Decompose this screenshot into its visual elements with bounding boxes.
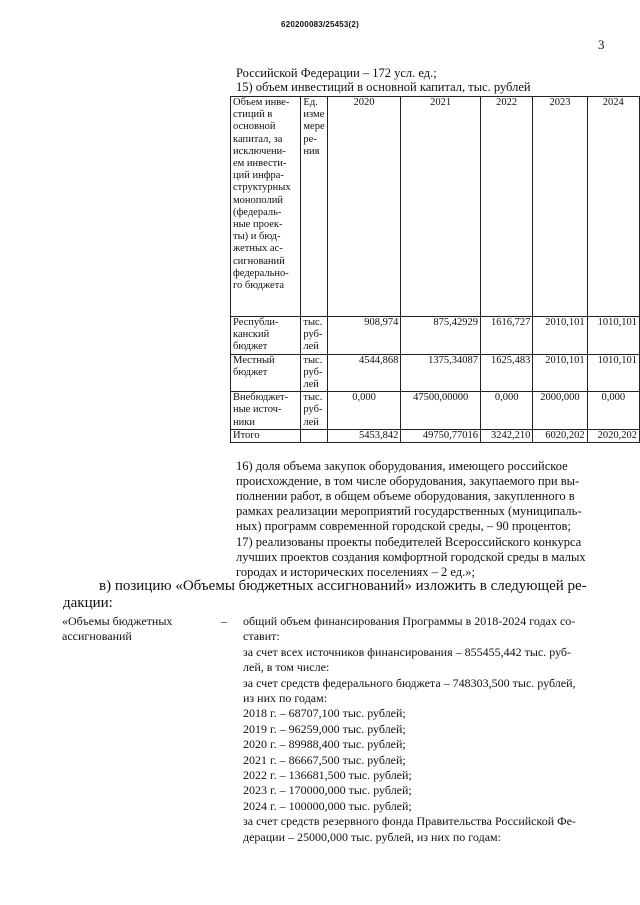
item16-line: полнении работ, в общем объеме оборудования, закупленного в [236,489,575,503]
table-row [231,354,640,392]
row-unit-line: руб- [303,366,323,378]
year-header: 2021 [401,97,481,317]
row-unit-line: тыс. [303,392,323,404]
row-label-line: Внебюджет- [233,392,289,404]
table-cell: 0,000 [327,392,401,430]
table-cell: 0,000 [587,392,639,430]
item16-line: ных) программ современной городской среды, – 90 процентов; [236,519,571,533]
table-total-row [231,429,640,442]
head-label-line: жетных ас- [233,243,283,255]
row-unit [301,392,327,430]
investment-table [230,96,640,443]
head-label-line: ты) и бюд- [233,231,281,243]
budget-line: дерации – 25000,000 тыс. рублей, из них по годам: [243,829,501,844]
budget-line: 2022 г. – 136681,500 тыс. рублей; [243,768,412,783]
year-header: 2024 [587,97,639,317]
document-number: 620200083/25453(2) [281,20,359,29]
budget-line: 2019 г. – 96259,000 тыс. рублей; [243,721,406,736]
year-header: 2020 [327,97,401,317]
row-label-line: канский [233,329,270,341]
budget-line: за счет средств резервного фонда Правительства Российской Фе- [243,814,576,829]
budget-line: за счет средств федерального бюджета – 748303,500 тыс. рублей, [243,675,576,690]
item16-line: рамках реализации мероприятий государственных (муниципаль- [236,504,582,518]
budget-line: ставит: [243,629,280,644]
head-label-line: ные проек- [233,219,283,231]
table-cell: 908,974 [327,317,401,355]
total-unit-empty [301,429,327,442]
head-label-line: Объем инве- [233,97,290,108]
total-cell: 2020,202 [587,429,639,442]
table-head-label [231,97,301,317]
budget-line: 2020 г. – 89988,400 тыс. рублей; [243,737,406,752]
budget-line: общий объем финансирования Программы в 2018-2024 годах со- [243,614,576,628]
table-cell: 875,42929 [401,317,481,355]
table-row [231,392,640,430]
head-label-line: ем инвести- [233,158,287,170]
head-label-line: монополий [233,194,283,206]
intro-line-1: Российской Федерации – 172 усл. ед.; [236,66,437,80]
head-label-line: капитал, за [233,133,283,145]
budget-line: 2018 г. – 68707,100 тыс. рублей; [243,706,406,721]
budget-dash: – [221,614,227,628]
row-label [231,354,301,392]
head-label-line: исключени- [233,145,286,157]
page-number: 3 [598,37,605,52]
item17-line: 17) реализованы проекты победителей Всероссийского конкурса [236,535,582,549]
table-cell: 4544,868 [327,354,401,392]
unit-head-line: изме [303,109,325,121]
budget-label-line: «Объемы бюджетных [62,614,173,628]
total-cell: 5453,842 [327,429,401,442]
table-cell: 1375,34087 [401,354,481,392]
total-cell: 6020,202 [533,429,587,442]
budget-label-line: ассигнований [62,628,132,643]
budget-line: 2023 г. – 170000,000 тыс. рублей; [243,783,412,798]
table-header-row [231,97,640,317]
budget-line: за счет всех источников финансирования – 855455,442 тыс. руб- [243,644,572,659]
table-row [231,317,640,355]
table-head-unit [301,97,327,317]
budget-line: из них по годам: [243,691,328,706]
row-label-line: Республи- [233,317,279,328]
head-label-line: го бюджета [233,280,285,292]
item17-line: лучших проектов создания комфортной городской среды в малых [236,550,586,564]
row-unit [301,354,327,392]
table-cell: 0,000 [480,392,532,430]
head-label-line: стиций в [233,109,273,121]
budget-text-block [243,614,576,845]
table-cell: 1616,727 [480,317,532,355]
year-header: 2023 [533,97,587,317]
unit-head-line: ния [303,145,320,157]
unit-head-line: мере [303,121,325,133]
row-unit [301,317,327,355]
row-label-line: бюджет [233,341,268,353]
total-cell: 3242,210 [480,429,532,442]
head-label-line: (федераль- [233,206,282,218]
row-label [231,392,301,430]
item16-line: 16) доля объема закупок оборудования, имеющего российское [236,459,568,473]
item17-line: городах и исторических поселениях – 2 ед.»; [236,565,475,579]
row-unit-line: лей [303,341,319,353]
head-label-line: сигнований [233,255,285,267]
budget-line: лей, в том числе: [243,660,330,675]
row-label [231,317,301,355]
budget-line: 2021 г. – 86667,500 тыс. рублей; [243,752,406,767]
row-label-line: бюджет [233,366,268,378]
intro-line-2: 15) объем инвестиций в основной капитал, тыс. рублей [236,80,531,94]
total-cell: 49750,77016 [401,429,481,442]
head-label-line: федерально- [233,267,289,279]
table-cell: 1010,101 [587,354,639,392]
year-header: 2022 [480,97,532,317]
row-unit-line: руб- [303,329,323,341]
table-cell: 1010,101 [587,317,639,355]
section-v-line: дакции: [63,595,113,611]
table-cell: 1625,483 [480,354,532,392]
head-label-line: структурных [233,182,291,194]
row-unit-line: руб- [303,404,323,416]
head-label-line: основной [233,121,276,133]
row-label-line: ники [233,416,255,428]
row-unit-line: тыс. [303,354,323,366]
section-v-line: в) позицию «Объемы бюджетных ассигнований» изложить в следующей ре- [99,578,587,594]
head-label-line: ций инфра- [233,170,284,182]
table-cell: 2000,000 [533,392,587,430]
unit-head-line: ре- [303,133,317,145]
table-cell: 2010,101 [533,317,587,355]
row-label-line: ные источ- [233,404,282,416]
budget-position-label [62,614,212,643]
unit-head-line: Ед. [303,97,318,108]
row-label-line: Местный [233,354,275,366]
total-label: Итого [231,429,301,442]
table-cell: 2010,101 [533,354,587,392]
row-unit-line: лей [303,416,319,428]
item16-line: происхождение, в том числе оборудования, закупаемого при вы- [236,474,580,488]
table-cell: 47500,00000 [401,392,481,430]
row-unit-line: тыс. [303,317,323,328]
row-unit-line: лей [303,379,319,391]
budget-line: 2024 г. – 100000,000 тыс. рублей; [243,798,412,813]
